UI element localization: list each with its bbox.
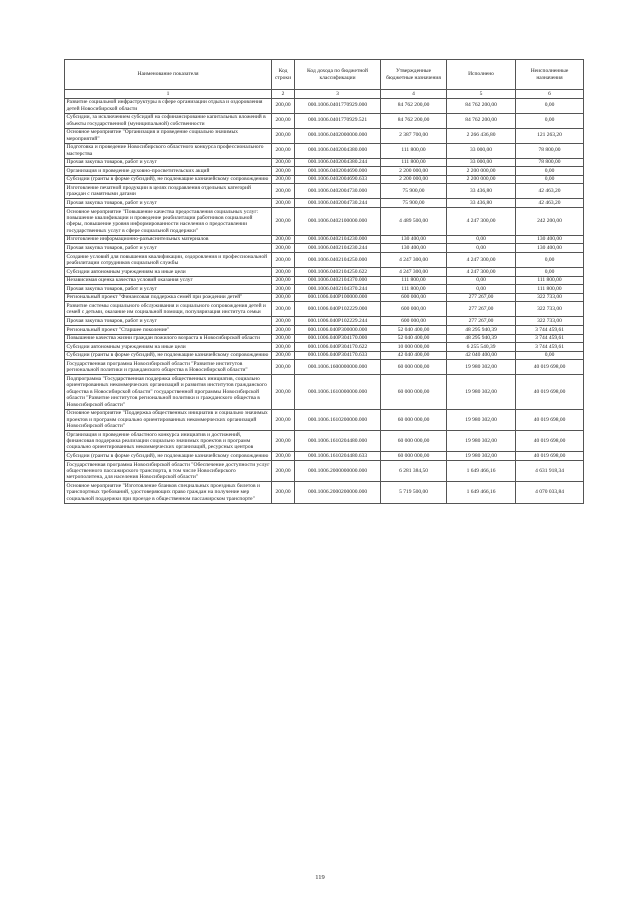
- table-row: [65, 276, 584, 285]
- row-income-code-cell: 000.1006.0402104250.622: [295, 267, 381, 276]
- table-body: [65, 98, 584, 503]
- header-line-code: Код строки: [272, 60, 295, 90]
- row-unexecuted-cell: 40 019 698,00: [516, 452, 584, 461]
- table-row: [65, 482, 584, 503]
- row-approved-cell: 84 762 200,00: [381, 113, 447, 128]
- row-name-cell: Основное мероприятие "Повышение качества предоставления социальных услуг: повышение квалификации и проведение реабилитации работников социальной сферы, повышение уровня информированности населения о предоставлении государственных услуг в сфере социальной поддержки": [65, 207, 272, 235]
- row-line-code-cell: 200,00: [272, 267, 295, 276]
- row-unexecuted-cell: 0,00: [516, 267, 584, 276]
- row-line-code-cell: 200,00: [272, 276, 295, 285]
- row-line-code-cell: 200,00: [272, 252, 295, 267]
- table-row: [65, 128, 584, 143]
- table-row: [65, 317, 584, 326]
- row-unexecuted-cell: 130 400,00: [516, 244, 584, 253]
- row-executed-cell: 19 980 302,00: [447, 452, 516, 461]
- row-income-code-cell: 000.1006.0402004380.244: [295, 158, 381, 167]
- row-income-code-cell: 000.1006.040P304170.622: [295, 343, 381, 352]
- row-line-code-cell: 200,00: [272, 244, 295, 253]
- row-line-code-cell: 200,00: [272, 143, 295, 158]
- row-line-code-cell: 200,00: [272, 360, 295, 375]
- table-row: [65, 360, 584, 375]
- row-income-code-cell: 000.1006.040P102229.000: [295, 302, 381, 317]
- row-approved-cell: 6 281 384,50: [381, 460, 447, 481]
- row-approved-cell: 60 000 000,00: [381, 430, 447, 451]
- row-executed-cell: 2 200 000,00: [447, 175, 516, 184]
- table-row: [65, 343, 584, 352]
- row-name-cell: Прочая закупка товаров, работ и услуг: [65, 285, 272, 294]
- row-name-cell: Прочая закупка товаров, работ и услуг: [65, 317, 272, 326]
- row-unexecuted-cell: 0,00: [516, 167, 584, 176]
- row-line-code-cell: 200,00: [272, 285, 295, 294]
- row-name-cell: Изготовление информационно-разъяснительных материалов: [65, 235, 272, 244]
- header-approved: Утвержденные бюджетные назначения: [381, 60, 447, 90]
- row-unexecuted-cell: 322 733,00: [516, 317, 584, 326]
- row-executed-cell: 4 247 300,00: [447, 267, 516, 276]
- row-executed-cell: 0,00: [447, 276, 516, 285]
- row-approved-cell: 60 000 000,00: [381, 375, 447, 409]
- row-line-code-cell: 200,00: [272, 317, 295, 326]
- row-unexecuted-cell: 40 019 698,00: [516, 375, 584, 409]
- row-executed-cell: 2 200 000,00: [447, 167, 516, 176]
- row-unexecuted-cell: 40 019 698,00: [516, 430, 584, 451]
- row-executed-cell: 33 436,80: [447, 199, 516, 208]
- table-row: [65, 143, 584, 158]
- row-name-cell: Подпрограмма "Государственная поддержка общественных инициатив, социально ориентированных некоммерческих организаций и развития институтов гражданского общества в Новосибирской области" государственной программы Новосибирской области "Развитие институтов региональной политики и гражданского общества в Новосибирской области": [65, 375, 272, 409]
- row-unexecuted-cell: 40 019 698,00: [516, 409, 584, 430]
- row-executed-cell: 42 040 400,00: [447, 351, 516, 360]
- row-name-cell: Прочая закупка товаров, работ и услуг: [65, 244, 272, 253]
- row-name-cell: Развитие системы социального обслуживания и социального сопровождения детей и семей с детьми, оказание им социальной помощи, популяризация института семьи: [65, 302, 272, 317]
- row-executed-cell: 48 295 940,39: [447, 334, 516, 343]
- row-approved-cell: 2 387 700,00: [381, 128, 447, 143]
- table-row: [65, 285, 584, 294]
- row-line-code-cell: 200,00: [272, 235, 295, 244]
- table-row: [65, 199, 584, 208]
- row-name-cell: Повышение качества жизни граждан пожилого возраста в Новосибирской области: [65, 334, 272, 343]
- row-unexecuted-cell: 4 070 033,84: [516, 482, 584, 503]
- row-unexecuted-cell: 130 400,00: [516, 235, 584, 244]
- row-executed-cell: 19 980 302,00: [447, 409, 516, 430]
- row-unexecuted-cell: 4 631 918,34: [516, 460, 584, 481]
- row-unexecuted-cell: 111 800,00: [516, 276, 584, 285]
- row-unexecuted-cell: 3 744 459,61: [516, 325, 584, 334]
- row-approved-cell: 600 000,00: [381, 317, 447, 326]
- row-approved-cell: 2 200 000,00: [381, 167, 447, 176]
- row-line-code-cell: 200,00: [272, 113, 295, 128]
- row-approved-cell: 111 800,00: [381, 158, 447, 167]
- row-name-cell: Основное мероприятие "Изготовление бланков специальных проездных билетов и транспортных требований, удостоверяющих право граждан на получение мер социальной поддержки при проезде в общественном пассажирском транспорте": [65, 482, 272, 503]
- table-row: [65, 244, 584, 253]
- row-income-code-cell: 000.1006.0401770929.521: [295, 113, 381, 128]
- row-executed-cell: 1 649 466,16: [447, 482, 516, 503]
- row-unexecuted-cell: 78 800,00: [516, 158, 584, 167]
- header-executed: Исполнено: [447, 60, 516, 90]
- table-row: [65, 167, 584, 176]
- row-income-code-cell: 000.1006.0402004730.000: [295, 184, 381, 199]
- header-row: [65, 60, 584, 90]
- row-executed-cell: 84 762 200,00: [447, 98, 516, 113]
- row-line-code-cell: 200,00: [272, 460, 295, 481]
- row-income-code-cell: 000.1006.040P100000.000: [295, 293, 381, 302]
- table-row: [65, 452, 584, 461]
- row-approved-cell: 60 000 000,00: [381, 452, 447, 461]
- row-income-code-cell: 000.1006.0401770929.000: [295, 98, 381, 113]
- table-row: [65, 293, 584, 302]
- table-row: [65, 325, 584, 334]
- row-name-cell: Региональный проект "Старшее поколение": [65, 325, 272, 334]
- row-name-cell: Подготовка и проведение Новосибирского областного конкурса профессионального мастерства: [65, 143, 272, 158]
- row-name-cell: Субсидии автономным учреждениям на иные цели: [65, 343, 272, 352]
- row-approved-cell: 600 000,00: [381, 293, 447, 302]
- row-line-code-cell: 200,00: [272, 351, 295, 360]
- row-approved-cell: 75 900,00: [381, 199, 447, 208]
- row-executed-cell: 33 436,80: [447, 184, 516, 199]
- row-income-code-cell: 000.1006.0402004730.244: [295, 199, 381, 208]
- row-income-code-cell: 000.1006.1610000000.000: [295, 375, 381, 409]
- row-line-code-cell: 200,00: [272, 430, 295, 451]
- row-approved-cell: 4 489 500,00: [381, 207, 447, 235]
- budget-execution-table: [64, 59, 584, 504]
- row-name-cell: Субсидии (гранты в форме субсидий), не подлежащие казначейскому сопровождению: [65, 175, 272, 184]
- row-approved-cell: 52 040 400,00: [381, 334, 447, 343]
- row-name-cell: Организация и проведение областного конкурса инициатив и достижений, финансовая поддержка реализации социально значимых проектов и программ социально ориентированных некоммерческих организаций, ресурсных центров: [65, 430, 272, 451]
- row-income-code-cell: 000.1006.0402004690.000: [295, 167, 381, 176]
- table-row: [65, 460, 584, 481]
- row-line-code-cell: 200,00: [272, 302, 295, 317]
- column-number: 2: [272, 90, 295, 99]
- table-row: [65, 158, 584, 167]
- header-name: Наименование показателя: [65, 60, 272, 90]
- row-name-cell: Субсидии (гранты в форме субсидий), не подлежащие казначейскому сопровождению: [65, 351, 272, 360]
- row-unexecuted-cell: 42 463,20: [516, 184, 584, 199]
- table-row: [65, 430, 584, 451]
- row-unexecuted-cell: 0,00: [516, 175, 584, 184]
- row-executed-cell: 0,00: [447, 244, 516, 253]
- row-executed-cell: 19 980 302,00: [447, 375, 516, 409]
- row-name-cell: Государственная программа Новосибирской области "Обеспечение доступности услуг общественного пассажирского транспорта, в том числе Новосибирского метрополитена, для населения Новосибирской области": [65, 460, 272, 481]
- row-unexecuted-cell: 40 019 698,00: [516, 360, 584, 375]
- row-income-code-cell: 000.1006.0402104230.000: [295, 235, 381, 244]
- row-line-code-cell: 200,00: [272, 409, 295, 430]
- row-executed-cell: 277 267,00: [447, 293, 516, 302]
- row-approved-cell: 84 762 200,00: [381, 98, 447, 113]
- table-row: [65, 113, 584, 128]
- page-number: 119: [315, 874, 325, 881]
- row-approved-cell: 2 200 000,00: [381, 175, 447, 184]
- row-name-cell: Прочая закупка товаров, работ и услуг: [65, 158, 272, 167]
- row-name-cell: Развитие социальной инфраструктуры в сфере организации отдыха и оздоровления детей Новосибирской области: [65, 98, 272, 113]
- row-executed-cell: 19 980 302,00: [447, 360, 516, 375]
- row-executed-cell: 2 266 436,80: [447, 128, 516, 143]
- row-unexecuted-cell: 0,00: [516, 98, 584, 113]
- row-executed-cell: 33 000,00: [447, 143, 516, 158]
- row-approved-cell: 10 000 000,00: [381, 343, 447, 352]
- row-line-code-cell: 200,00: [272, 482, 295, 503]
- row-income-code-cell: 000.1006.1600000000.000: [295, 360, 381, 375]
- table-row: [65, 375, 584, 409]
- row-line-code-cell: 200,00: [272, 452, 295, 461]
- table-row: [65, 207, 584, 235]
- row-income-code-cell: 000.1006.040P304170.000: [295, 334, 381, 343]
- table-row: [65, 98, 584, 113]
- row-approved-cell: 52 040 400,00: [381, 325, 447, 334]
- row-income-code-cell: 000.1006.1610204480.000: [295, 430, 381, 451]
- row-income-code-cell: 000.1006.0402104370.244: [295, 285, 381, 294]
- row-unexecuted-cell: 3 744 459,61: [516, 334, 584, 343]
- row-executed-cell: 0,00: [447, 285, 516, 294]
- row-name-cell: Субсидии (гранты в форме субсидий), не подлежащие казначейскому сопровождению: [65, 452, 272, 461]
- table-row: [65, 252, 584, 267]
- row-executed-cell: 84 762 200,00: [447, 113, 516, 128]
- column-number-row: [65, 90, 584, 99]
- row-unexecuted-cell: 242 200,00: [516, 207, 584, 235]
- row-unexecuted-cell: 111 800,00: [516, 285, 584, 294]
- column-number: 3: [295, 90, 381, 99]
- row-income-code-cell: 000.1006.0402000000.000: [295, 128, 381, 143]
- row-approved-cell: 130 400,00: [381, 244, 447, 253]
- row-approved-cell: 600 000,00: [381, 302, 447, 317]
- row-executed-cell: 48 295 940,39: [447, 325, 516, 334]
- row-name-cell: Региональный проект "Финансовая поддержка семей при рождении детей": [65, 293, 272, 302]
- row-approved-cell: 5 719 500,00: [381, 482, 447, 503]
- row-line-code-cell: 200,00: [272, 293, 295, 302]
- row-approved-cell: 111 800,00: [381, 143, 447, 158]
- row-name-cell: Основное мероприятие "Поддержка общественных инициатив и социально значимых проектов и программ социально ориентированных некоммерческих организаций Новосибирской области": [65, 409, 272, 430]
- row-approved-cell: 4 247 300,00: [381, 267, 447, 276]
- row-income-code-cell: 000.1006.0402104230.244: [295, 244, 381, 253]
- budget-table-container: [64, 59, 583, 504]
- row-name-cell: Государственная программа Новосибирской области "Развитие институтов региональной политики и гражданского общества в Новосибирской области": [65, 360, 272, 375]
- row-line-code-cell: 200,00: [272, 158, 295, 167]
- row-approved-cell: 60 000 000,00: [381, 360, 447, 375]
- row-executed-cell: 4 247 300,00: [447, 252, 516, 267]
- row-income-code-cell: 000.1006.1610200000.000: [295, 409, 381, 430]
- row-unexecuted-cell: 121 263,20: [516, 128, 584, 143]
- row-executed-cell: 33 000,00: [447, 158, 516, 167]
- column-number: 5: [447, 90, 516, 99]
- row-unexecuted-cell: 322 733,00: [516, 293, 584, 302]
- table-row: [65, 235, 584, 244]
- row-approved-cell: 111 800,00: [381, 276, 447, 285]
- row-executed-cell: 277 267,00: [447, 302, 516, 317]
- column-number: 4: [381, 90, 447, 99]
- row-executed-cell: 6 255 540,39: [447, 343, 516, 352]
- row-name-cell: Организация и проведение духовно-просветительских акций: [65, 167, 272, 176]
- row-line-code-cell: 200,00: [272, 184, 295, 199]
- row-unexecuted-cell: 78 800,00: [516, 143, 584, 158]
- row-executed-cell: 277 267,00: [447, 317, 516, 326]
- row-income-code-cell: 000.1006.0402100000.000: [295, 207, 381, 235]
- row-line-code-cell: 200,00: [272, 325, 295, 334]
- row-executed-cell: 19 980 302,00: [447, 430, 516, 451]
- table-row: [65, 351, 584, 360]
- row-unexecuted-cell: 42 463,20: [516, 199, 584, 208]
- row-approved-cell: 4 247 300,00: [381, 252, 447, 267]
- table-row: [65, 175, 584, 184]
- row-line-code-cell: 200,00: [272, 175, 295, 184]
- row-income-code-cell: 000.1006.0402104250.000: [295, 252, 381, 267]
- row-executed-cell: 0,00: [447, 235, 516, 244]
- row-name-cell: Субсидии, за исключением субсидий на софинансирование капитальных вложений в объекты государственной (муниципальной) собственности: [65, 113, 272, 128]
- table-row: [65, 409, 584, 430]
- row-approved-cell: 75 900,00: [381, 184, 447, 199]
- row-approved-cell: 111 800,00: [381, 285, 447, 294]
- row-unexecuted-cell: 0,00: [516, 113, 584, 128]
- row-line-code-cell: 200,00: [272, 343, 295, 352]
- row-income-code-cell: 000.1006.0402104370.000: [295, 276, 381, 285]
- row-income-code-cell: 000.1006.2000000000.000: [295, 460, 381, 481]
- row-executed-cell: 4 247 300,00: [447, 207, 516, 235]
- row-line-code-cell: 200,00: [272, 199, 295, 208]
- row-income-code-cell: 000.1006.0402004690.633: [295, 175, 381, 184]
- table-row: [65, 184, 584, 199]
- row-line-code-cell: 200,00: [272, 128, 295, 143]
- row-income-code-cell: 000.1006.040P102229.244: [295, 317, 381, 326]
- row-approved-cell: 130 400,00: [381, 235, 447, 244]
- row-name-cell: Изготовление печатной продукции в целях поздравления отдельных категорий граждан с памятными датами: [65, 184, 272, 199]
- header-income-code: Код дохода по бюджетной классификации: [295, 60, 381, 90]
- row-line-code-cell: 200,00: [272, 167, 295, 176]
- row-unexecuted-cell: 0,00: [516, 252, 584, 267]
- row-line-code-cell: 200,00: [272, 98, 295, 113]
- row-unexecuted-cell: 0,00: [516, 351, 584, 360]
- row-line-code-cell: 200,00: [272, 334, 295, 343]
- row-line-code-cell: 200,00: [272, 375, 295, 409]
- row-executed-cell: 1 649 466,16: [447, 460, 516, 481]
- table-row: [65, 334, 584, 343]
- row-approved-cell: 60 000 000,00: [381, 409, 447, 430]
- row-unexecuted-cell: 322 733,00: [516, 302, 584, 317]
- column-number: 6: [516, 90, 584, 99]
- row-income-code-cell: 000.1006.1610204480.633: [295, 452, 381, 461]
- row-name-cell: Независимая оценка качества условий оказания услуг: [65, 276, 272, 285]
- row-name-cell: Основное мероприятие "Организация и проведение социально значимых мероприятий": [65, 128, 272, 143]
- row-approved-cell: 42 040 400,00: [381, 351, 447, 360]
- row-income-code-cell: 000.1006.2000200000.000: [295, 482, 381, 503]
- row-name-cell: Создание условий для повышения квалификации, оздоровления и профессиональной реабилитации сотрудников социальной службы: [65, 252, 272, 267]
- table-row: [65, 267, 584, 276]
- row-name-cell: Прочая закупка товаров, работ и услуг: [65, 199, 272, 208]
- row-line-code-cell: 200,00: [272, 207, 295, 235]
- row-unexecuted-cell: 3 744 459,61: [516, 343, 584, 352]
- row-income-code-cell: 000.1006.040P300000.000: [295, 325, 381, 334]
- row-name-cell: Субсидии автономным учреждениям на иные цели: [65, 267, 272, 276]
- header-unexecuted: Неисполненные назначения: [516, 60, 584, 90]
- column-number: 1: [65, 90, 272, 99]
- row-income-code-cell: 000.1006.040P304170.633: [295, 351, 381, 360]
- row-income-code-cell: 000.1006.0402004380.000: [295, 143, 381, 158]
- table-row: [65, 302, 584, 317]
